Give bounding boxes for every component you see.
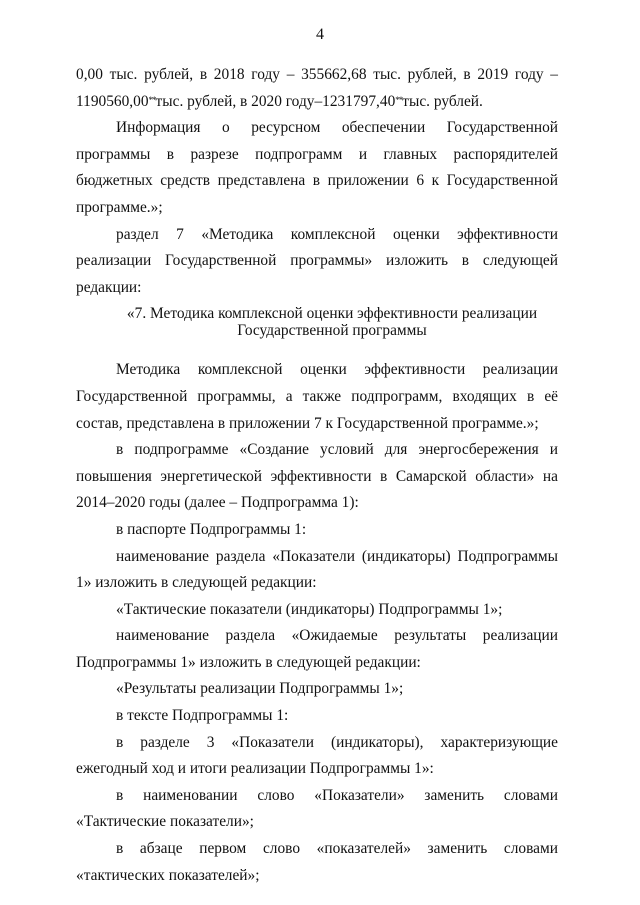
paragraph-funding-line2 xyxy=(76,89,558,116)
paragraph-passport: в паспорте Подпрограммы 1: xyxy=(116,520,307,538)
funding-end-text: тыс. рублей. xyxy=(402,92,483,110)
paragraph-funding-line1: 0,00 тыс. рублей, в 2018 году – 355662,68 тыс. рублей, в 2019 году – xyxy=(76,66,558,83)
paragraph-first-abzac: в абзаце первом слово «показателей» заменить словами «тактических показателей»; xyxy=(76,840,558,884)
section-heading xyxy=(76,301,558,357)
page-number: 4 xyxy=(316,26,324,43)
paragraph-methodology: Методика комплексной оценки эффективности реализации Государственной программы, а также подпрограмм, входящих в её состав, представлена в приложении 7 к Государственной программе.»; xyxy=(76,361,558,432)
section-heading-line1: «7. Методика комплексной оценки эффективности реализации xyxy=(126,305,538,323)
paragraph-naming-replace: в наименовании слово «Показатели» заменить словами «Тактические показатели»; xyxy=(76,786,558,831)
paragraph-resource-info: Информация о ресурсном обеспечении Государственной программы в разрезе подпрограмм и главных распорядителей бюджетных средств представлена в приложении 6 к Государственной программе.»; xyxy=(76,119,558,216)
section-heading-line2: Государственной программы xyxy=(237,322,427,340)
footnote-mark-2: ** xyxy=(395,94,403,105)
funding-2019-value: 1190560,00 xyxy=(76,92,149,110)
paragraph-indicators-name: наименование раздела «Показатели (индикаторы) Подпрограммы 1» изложить в следующей редакции: xyxy=(76,547,558,592)
paragraph-section7-intro: раздел 7 «Методика комплексной оценки эффективности реализации Государственной программы» изложить в следующей редакции: xyxy=(76,225,558,296)
paragraph-tactical-indicators: «Тактические показатели (индикаторы) Подпрограммы 1»; xyxy=(116,600,503,618)
paragraph-subprogram1: в подпрограмме «Создание условий для энергосбережения и повышения энергетической эффективности в Самарской области» на 2014–2020 годы (далее – Подпрограмма 1): xyxy=(76,441,558,512)
paragraph-subprogram-text: в тексте Подпрограммы 1: xyxy=(116,707,289,725)
paragraph-results: «Результаты реализации Подпрограммы 1»; xyxy=(116,680,404,698)
funding-2020-text: тыс. рублей, в 2020 году–1231797,40 xyxy=(155,92,396,110)
footnote-mark-1: ** xyxy=(148,94,156,105)
paragraph-section3: в разделе 3 «Показатели (индикаторы), характеризующие ежегодный ход и итоги реализации Подпрограммы 1»: xyxy=(76,733,558,778)
document-body xyxy=(76,62,558,889)
paragraph-expected-results: наименование раздела «Ожидаемые результаты реализации Подпрограммы 1» изложить в следующей редакции: xyxy=(76,627,558,671)
